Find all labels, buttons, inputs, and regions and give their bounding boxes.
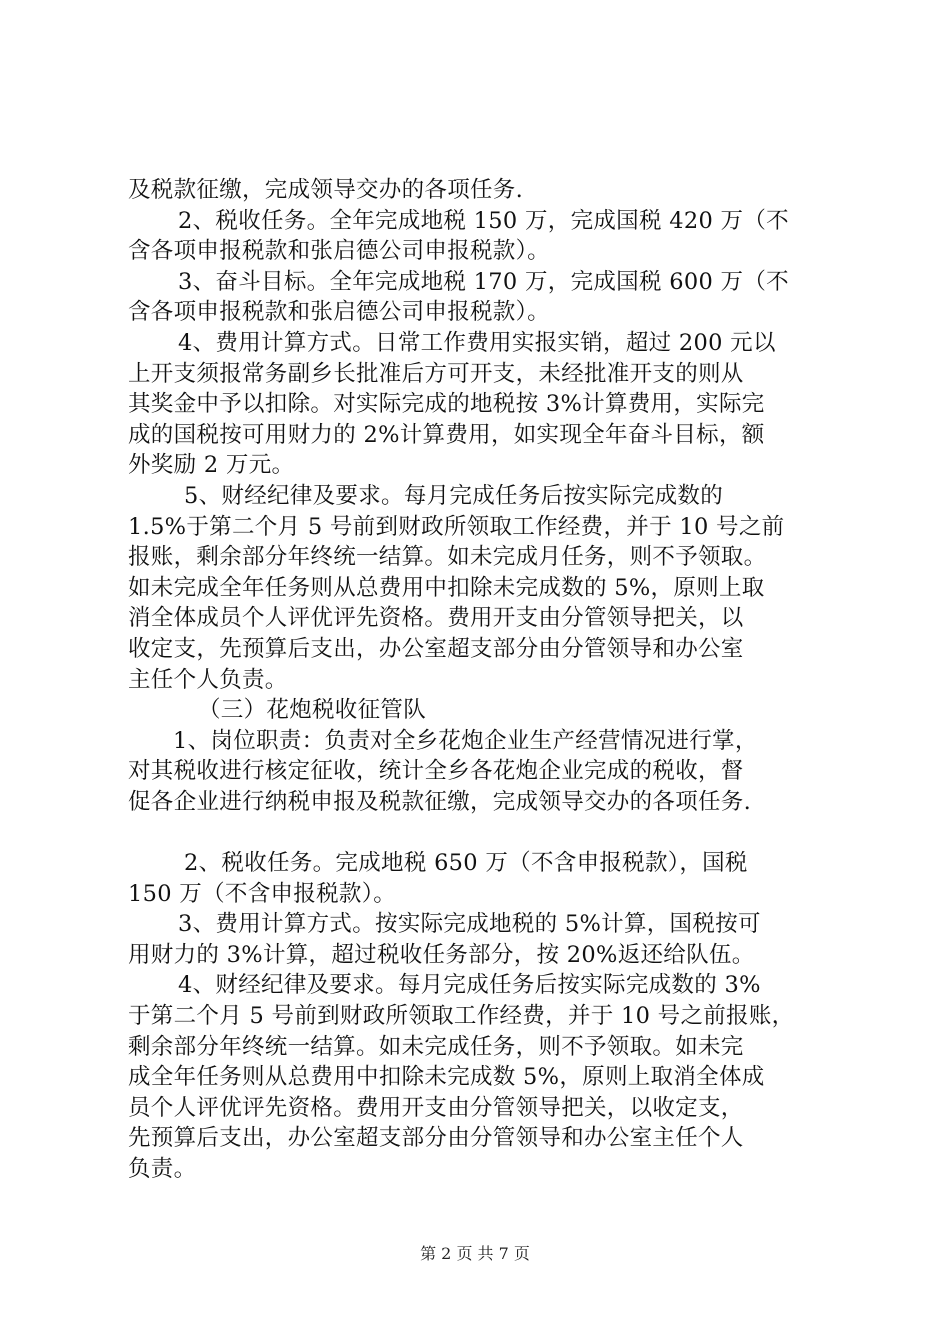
paragraph-tax-task-2: 2、税收任务。完成地税 650 万（不含申报税款），国税 [184, 850, 748, 877]
document-body [128, 175, 828, 1185]
paragraph-discipline: 5、财经纪律及要求。每月完成任务后按实际完成数的 [184, 482, 724, 509]
text-line: 负责。 [128, 1156, 197, 1182]
text-line: 成的国税按可用财力的 2%计算费用，如实现全年奋斗目标，额 [128, 421, 765, 448]
text-line: 报账，剩余部分年终统一结算。如未完成月任务，则不予领取。 [128, 544, 767, 571]
text-line: 用财力的 3%计算，超过税收任务部分，按 20%返还给队伍。 [128, 941, 755, 968]
section-heading: （三）花炮税收征管队 [198, 697, 427, 724]
text-line: 其奖金中予以扣除。对实际完成的地税按 3%计算费用，实际完 [128, 391, 765, 418]
paragraph-goal: 3、奋斗目标。全年完成地税 170 万，完成国税 600 万（不 [178, 268, 789, 295]
text-line: 上开支须报常务副乡长批准后方可开支，未经批准开支的则从 [128, 360, 744, 387]
paragraph-discipline-2: 4、财经纪律及要求。每月完成任务后按实际完成数的 3% [178, 972, 761, 999]
text-line: 先预算后支出，办公室超支部分由分管领导和办公室主任个人 [128, 1125, 744, 1152]
text-line: 1.5%于第二个月 5 号前到财政所领取工作经费，并于 10 号之前 [128, 513, 785, 540]
paragraph-fee-calc-2: 3、费用计算方式。按实际完成地税的 5%计算，国税按可 [178, 911, 761, 938]
text-line: 消全体成员个人评优评先资格。费用开支由分管领导把关，以 [128, 605, 744, 632]
page-number: 第 2 页 共 7 页 [420, 1244, 530, 1263]
text-line: 剩余部分年终统一结算。如未完成任务，则不予领取。如未完 [128, 1033, 744, 1060]
text-line: 含各项申报税款和张启德公司申报税款）。 [128, 238, 550, 265]
paragraph-tax-task: 2、税收任务。全年完成地税 150 万，完成国税 420 万（不 [178, 207, 789, 234]
blank-line [128, 817, 828, 848]
text-line: 含各项申报税款和张启德公司申报税款）。 [128, 299, 550, 326]
text-line: 促各企业进行纳税申报及税款征缴，完成领导交办的各项任务. [128, 788, 752, 815]
text-line: 成全年任务则从总费用中扣除未完成数 5%，原则上取消全体成 [128, 1064, 765, 1091]
text-line: 主任个人负责。 [128, 666, 288, 693]
text-line: 150 万（不含申报税款）。 [128, 880, 397, 907]
text-line: 对其税收进行核定征收，统计全乡各花炮企业完成的税收，督 [128, 758, 744, 785]
text-line: 于第二个月 5 号前到财政所领取工作经费，并于 10 号之前报账， [128, 1003, 795, 1030]
text-line: 员个人评优评先资格。费用开支由分管领导把关，以收定支， [128, 1094, 744, 1121]
paragraph-fee-calc: 4、费用计算方式。日常工作费用实报实销，超过 200 元以 [178, 329, 776, 356]
text-line: 收定支，先预算后支出，办公室超支部分由分管领导和办公室 [128, 635, 744, 662]
text-line: 外奖励 2 万元。 [128, 452, 295, 479]
paragraph-duties: 1、岗位职责：负责对全乡花炮企业生产经营情况进行掌， [173, 727, 758, 754]
text-line: 如未完成全年任务则从总费用中扣除未完成数的 5%，原则上取 [128, 574, 765, 601]
text-line: 及税款征缴，完成领导交办的各项任务. [128, 177, 524, 203]
